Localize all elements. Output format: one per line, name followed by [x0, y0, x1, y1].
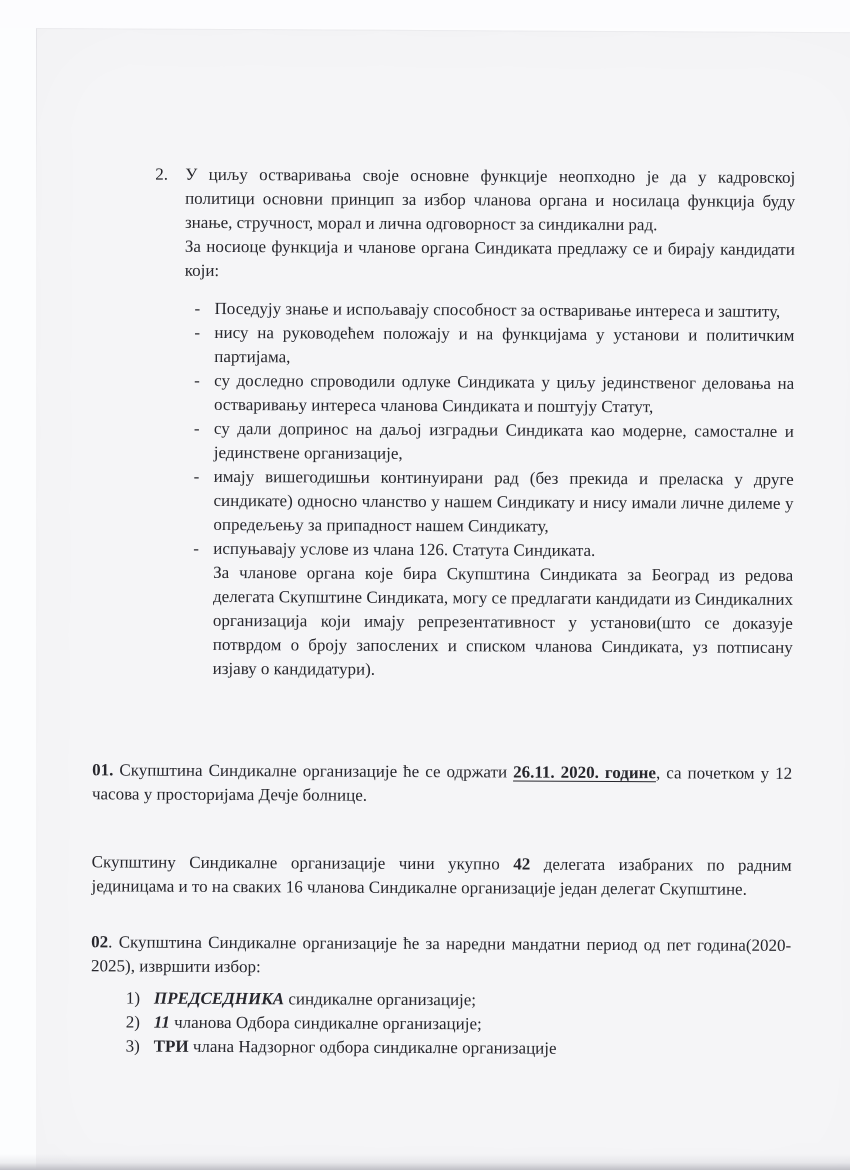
candidate-criteria-list	[183, 297, 794, 564]
section-2-paragraph-2: За носиоце функција и чланове органа Синдиката предлажу се и бирају кандидати који:	[184, 236, 795, 280]
dash-bullet: -	[194, 370, 200, 390]
section-2-paragraph-1: У циљу остваривања своје основне функције неопходно је да у кадровској политици основни принцип за избор чланова органа и носилаца функција буду знање, стручност, морал и лична одговорност за синдикални рад.	[184, 164, 796, 235]
election-item-number: 2)	[125, 1012, 141, 1032]
dash-bullet: -	[193, 538, 199, 558]
scan-top-margin	[0, 0, 850, 28]
election-item-emphasis: ПРЕДСЕДНИКА	[153, 988, 285, 1009]
election-item-rest: синдикалне организације;	[284, 989, 477, 1010]
delegates-text-before: Скупштину Синдикалне организације чини укупно	[91, 852, 514, 874]
election-item-emphasis: ТРИ	[153, 1036, 189, 1056]
election-item	[126, 1010, 791, 1037]
list-item-text: нису на руководећем положају и на функцијама у установи и политичким партијама,	[214, 322, 795, 367]
section-2-body	[183, 163, 796, 684]
list-item-text: Поседују знање и испољавају способност за остваривање интереса и заштиту,	[214, 298, 781, 321]
scan-bottom-shadow	[0, 1154, 850, 1170]
list-item	[193, 465, 793, 540]
paragraph-02-text: . Скупштина Синдикалне организације ће за наредни мандатни период од пет година(2020- 2025), извршити избор:	[91, 932, 792, 977]
list-item-text: су дали допринос на даљој изградњи Синдиката као модерне, самосталне и јединствене организације,	[213, 418, 794, 463]
section-2-number: 2.	[155, 164, 169, 184]
election-positions-list	[126, 986, 791, 1061]
list-item-text: имају вишегодишњи континуирани рад (без прекида и преласка у друге синдикате) односно чланство у нашем Синдикату и нису имали личне дилеме у опредељењу за припадност нашем Синдикату,	[213, 466, 794, 536]
election-item	[126, 1034, 791, 1061]
dash-bullet: -	[193, 466, 200, 486]
paragraph-02-label: 02	[91, 932, 109, 952]
delegates-count: 42	[513, 854, 531, 874]
paragraph-01-text-after: , са почетком у 12 часова у просторијама Дечје болнице.	[91, 763, 793, 805]
paper-page	[30, 28, 850, 1170]
election-item-text	[154, 1035, 791, 1062]
list-item	[194, 321, 794, 372]
list-item	[194, 297, 794, 324]
page-content	[91, 162, 796, 1062]
election-item	[126, 986, 791, 1013]
section-2-closing-paragraph: За чланове органа које бира Скупштина Синдиката за Београд из редова делегата Скупштине Синдиката, могу се предлагати кандидати из Синдикалних организација који имају репрезентативност у установи(што се доказује потврдом о броју запослених и списком чланова Синдиката, уз потписану изјаву о кандидатури).	[212, 562, 794, 679]
section-2	[153, 163, 796, 684]
list-item	[193, 537, 793, 564]
election-item-emphasis: 11	[153, 1012, 170, 1032]
election-item-text	[154, 987, 791, 1014]
election-item-text	[154, 1011, 791, 1038]
delegates-paragraph	[91, 850, 791, 902]
dash-bullet: -	[194, 298, 201, 318]
dash-bullet: -	[193, 418, 200, 438]
paragraph-02	[91, 930, 791, 982]
list-item	[194, 417, 794, 468]
paragraph-01	[92, 758, 792, 810]
election-item-number: 3)	[125, 1036, 140, 1056]
dash-bullet: -	[194, 322, 201, 342]
election-item-rest: члана Надзорног одбора синдикалне организације	[188, 1036, 557, 1058]
paragraph-01-text-before: Скупштина Синдикалне организације ће се одржати	[113, 760, 514, 782]
assembly-date: 26.11. 2020. године	[513, 762, 657, 783]
list-item	[194, 369, 794, 420]
election-item-number: 1)	[125, 988, 141, 1008]
list-item-text: испуњавају услове из члана 126. Статута Синдиката.	[213, 538, 596, 560]
scan-left-margin	[0, 0, 36, 1170]
delegates-text-after: делегата изабраних по радним јединицама и то на сваких 16 чланова Синдикалне организације један делегат Скупштине.	[91, 854, 792, 899]
paragraph-01-label: 01.	[92, 760, 114, 780]
list-item-text: су доследно спроводили одлуке Синдиката у циљу јединственог деловања на остваривању интереса чланова Синдиката и поштују Статут,	[213, 370, 795, 417]
election-item-rest: чланова Одбора синдикалне организације;	[169, 1012, 482, 1034]
